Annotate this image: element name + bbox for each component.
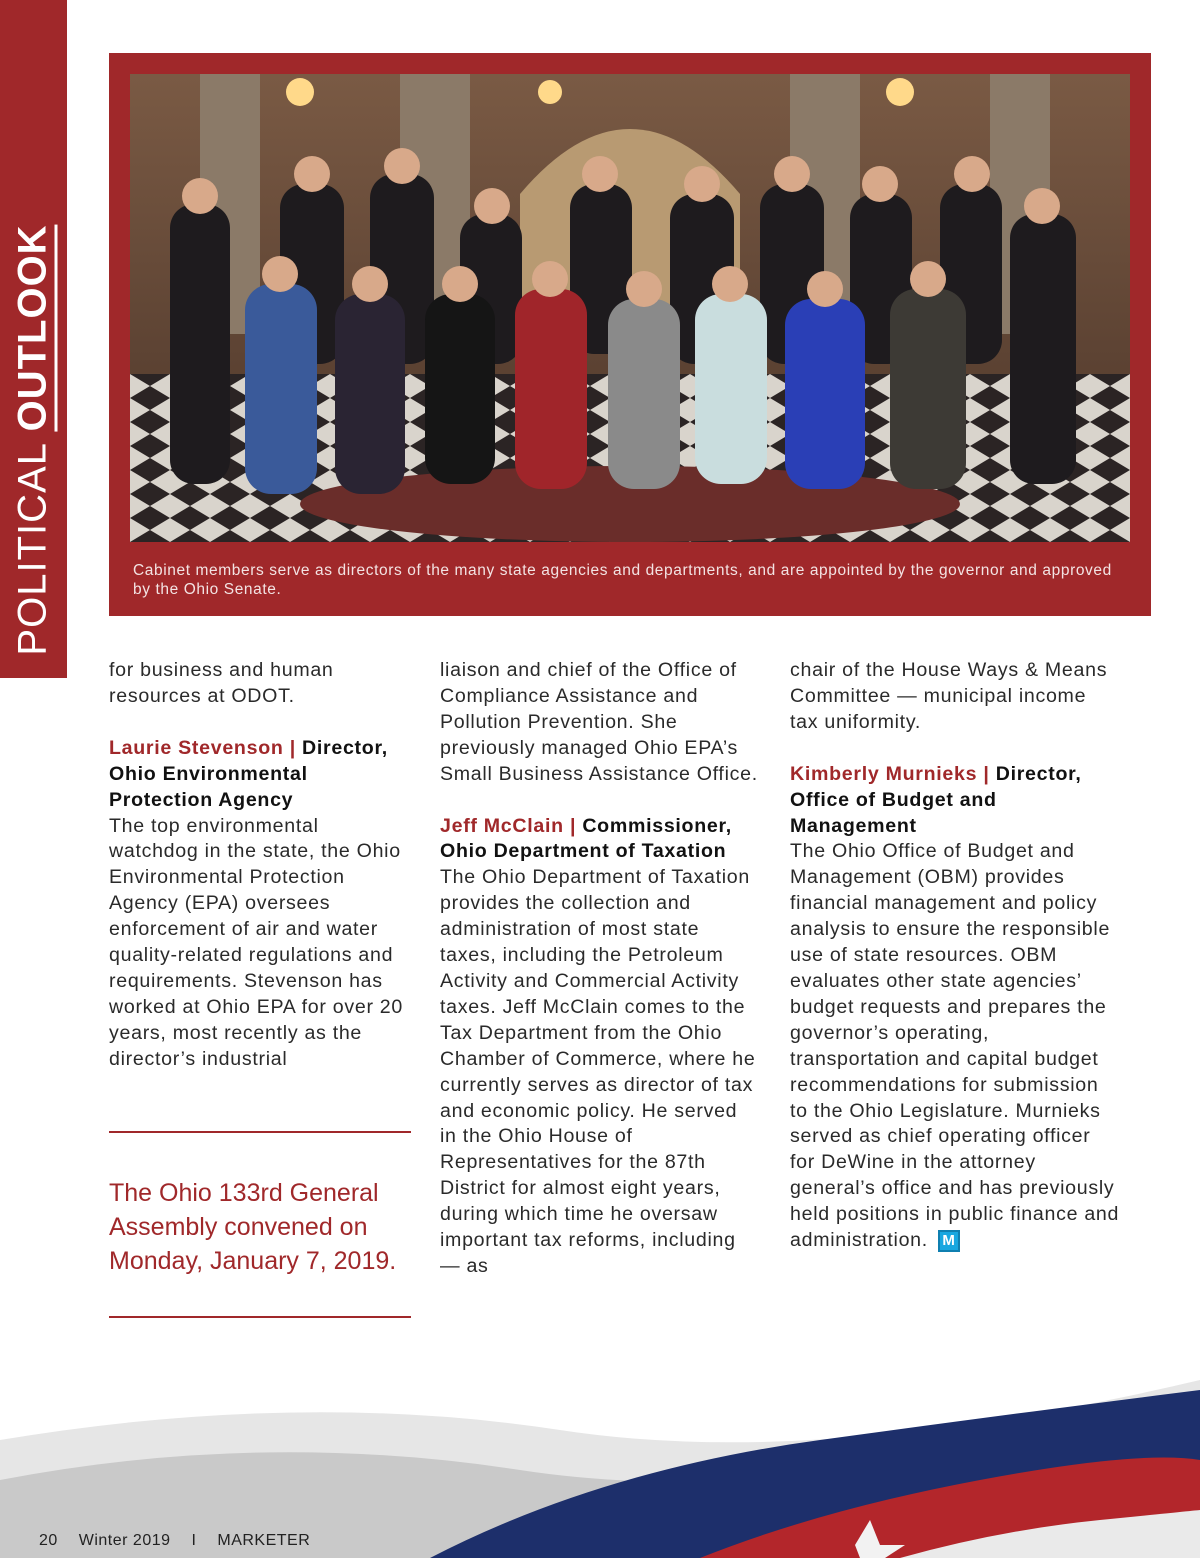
heading-separator: |: [289, 736, 296, 759]
person-title: Director, Ohio Environmental Protection Agency: [109, 736, 388, 811]
person-heading: [790, 762, 1120, 840]
flag-banner: [0, 1360, 1200, 1558]
column-intro: liaison and chief of the Office of Compliance Assistance and Pollution Prevention. She previously managed Ohio EPA’s Small Business Assistance Office.: [440, 659, 758, 785]
magazine-name: MARKETER: [217, 1532, 311, 1549]
article-column-3: [790, 658, 1120, 1254]
pull-quote-rule-bottom: [109, 1316, 411, 1318]
page-footer: [39, 1532, 326, 1550]
photo-caption: Cabinet members serve as directors of the many state agencies and departments, and are appointed by the governor and approved by the Ohio Senate.: [133, 562, 1112, 598]
page-number: 20: [39, 1532, 58, 1549]
article-column-2: [440, 658, 760, 1280]
person-name: Kimberly Murnieks: [790, 762, 978, 785]
person-description: The Ohio Department of Taxation provides the collection and administration of most state taxes, including the Petroleum Activity and Commercial Activity taxes. Jeff McClain comes to the Tax Department from the Ohio Chamber of Commerce, where he currently serves as director of tax and economic policy. He served in the Ohio House of Representatives for the 87th District for almost eight years, during which time he oversaw important tax reforms, including — as: [440, 866, 756, 1277]
person-name: Laurie Stevenson: [109, 736, 284, 759]
heading-separator: |: [569, 814, 577, 837]
article-column-1: [109, 658, 414, 1073]
footer-divider: I: [191, 1532, 197, 1549]
section-band: [0, 0, 67, 678]
heading-separator: |: [983, 762, 990, 785]
cabinet-group-photo: [130, 74, 1130, 542]
marketer-end-icon: M: [938, 1230, 960, 1252]
person-description: [790, 839, 1120, 1254]
person-heading: [109, 736, 414, 814]
issue-label: Winter 2019: [78, 1532, 171, 1549]
person-title: Director, Office of Budget and Management: [790, 762, 1082, 837]
person-heading: [440, 814, 760, 866]
section-title: [11, 224, 56, 655]
pull-quote-rule-top: [109, 1131, 411, 1133]
photo-frame: [109, 53, 1151, 616]
person-description-text: The Ohio Office of Budget and Management (OBM) provides financial management and policy analysis to ensure the responsible use of state resources. OBM evaluates other state agencies’ budget requests and prepares the governor’s operating, transportation and capital budget recommendations for submission to the Ohio Legislature. Murnieks served as chief operating officer for DeWine in the attorney general’s office and has previously held positions in public finance and administration.: [790, 840, 1120, 1252]
person-title: Commissioner, Ohio Department of Taxation: [440, 814, 732, 863]
section-title-bold: OUTLOOK: [11, 224, 58, 431]
group-photo-illustration: [130, 74, 1130, 542]
section-title-light: POLITICAL: [10, 443, 55, 656]
pull-quote: The Ohio 133rd General Assembly convened on Monday, January 7, 2019.: [109, 1179, 397, 1275]
column-intro: for business and human resources at ODOT.: [109, 659, 334, 707]
person-name: Jeff McClain: [440, 814, 564, 837]
column-intro: chair of the House Ways & Means Committee — municipal income tax uniformity.: [790, 659, 1108, 733]
person-description: The top environmental watchdog in the state, the Ohio Environmental Protection Agency (EPA) oversees enforcement of air and water quality-related regulations and requirements. Stevenson has worked at Ohio EPA for over 20 years, most recently as the director’s industrial: [109, 814, 404, 1070]
